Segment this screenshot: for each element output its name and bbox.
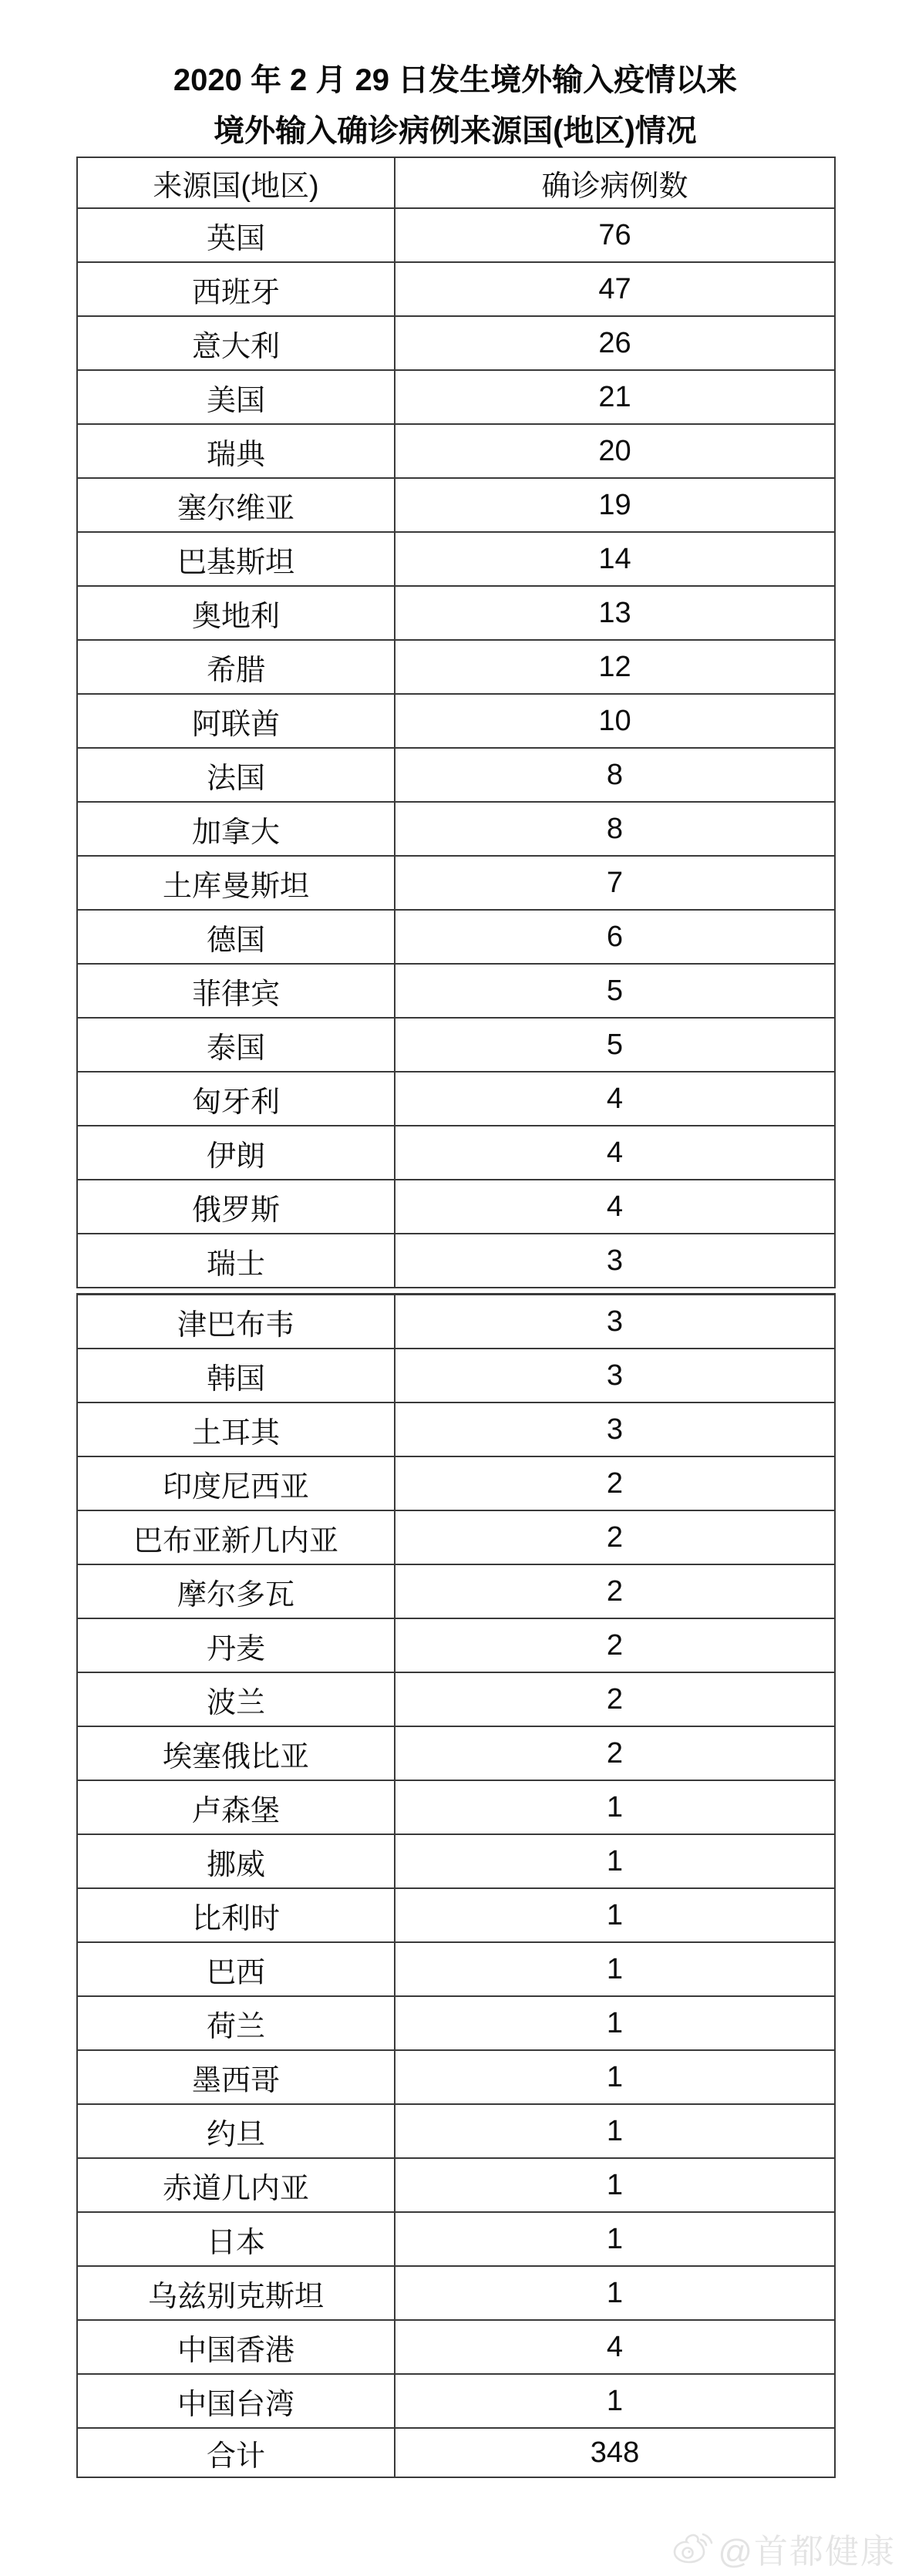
cases-cell: 2 — [395, 1456, 835, 1510]
table-row — [77, 1996, 835, 2050]
source-country-header: 来源国(地区) — [77, 157, 395, 208]
page-title-line-2: 境外输入确诊病例来源国(地区)情况 — [214, 114, 697, 148]
watermark-text: @首都健康 — [718, 2533, 896, 2571]
cases-cell: 2 — [395, 1672, 835, 1726]
country-cell: 墨西哥 — [77, 2050, 395, 2104]
cases-cell: 3 — [395, 1349, 835, 1402]
cases-cell: 8 — [395, 748, 835, 802]
cases-cell: 76 — [395, 208, 835, 262]
country-cell: 德国 — [77, 910, 395, 964]
cases-table — [76, 157, 834, 2478]
cases-cell: 10 — [395, 694, 835, 748]
country-cell: 希腊 — [77, 640, 395, 694]
table-row — [77, 964, 835, 1018]
cases-cell: 7 — [395, 856, 835, 910]
table-row — [77, 1780, 835, 1834]
country-cell: 加拿大 — [77, 802, 395, 856]
table-row — [77, 1349, 835, 1402]
country-cell: 塞尔维亚 — [77, 478, 395, 532]
table-row — [77, 1456, 835, 1510]
cases-cell: 1 — [395, 2212, 835, 2266]
cases-cell: 3 — [395, 1234, 835, 1288]
table-row — [77, 1564, 835, 1618]
confirmed-cases-header: 确诊病例数 — [395, 157, 835, 208]
country-cell: 中国香港 — [77, 2320, 395, 2374]
cases-cell: 2 — [395, 1726, 835, 1780]
country-cell: 阿联酋 — [77, 694, 395, 748]
table-row — [77, 208, 835, 262]
cases-cell: 14 — [395, 532, 835, 586]
country-cell: 埃塞俄比亚 — [77, 1726, 395, 1780]
cases-cell: 1 — [395, 1834, 835, 1888]
country-cell: 中国台湾 — [77, 2374, 395, 2428]
table-row — [77, 370, 835, 424]
cases-cell: 21 — [395, 370, 835, 424]
table-row — [77, 532, 835, 586]
cases-cell: 13 — [395, 586, 835, 640]
country-cell: 赤道几内亚 — [77, 2158, 395, 2212]
table-row — [77, 586, 835, 640]
cases-cell: 4 — [395, 1180, 835, 1234]
page-title-line-1: 2020 年 2 月 29 日发生境外输入疫情以来 — [173, 63, 738, 97]
table-row — [77, 856, 835, 910]
table-row — [77, 316, 835, 370]
table-row — [77, 2158, 835, 2212]
table-header-row — [77, 157, 835, 208]
table-row — [77, 1726, 835, 1780]
table-row — [77, 1126, 835, 1180]
country-cell: 西班牙 — [77, 262, 395, 316]
country-cell: 美国 — [77, 370, 395, 424]
table-row — [77, 1672, 835, 1726]
table-row — [77, 1834, 835, 1888]
table-row — [77, 478, 835, 532]
table-row — [77, 1942, 835, 1996]
cases-cell: 8 — [395, 802, 835, 856]
table-row — [77, 2266, 835, 2320]
cases-cell: 12 — [395, 640, 835, 694]
country-cell: 巴西 — [77, 1942, 395, 1996]
table-row — [77, 694, 835, 748]
total-label-cell: 合计 — [77, 2428, 395, 2477]
country-cell: 英国 — [77, 208, 395, 262]
cases-cell: 20 — [395, 424, 835, 478]
cases-cell: 1 — [395, 2266, 835, 2320]
cases-cell: 1 — [395, 2050, 835, 2104]
cases-cell: 19 — [395, 478, 835, 532]
cases-cell: 4 — [395, 1126, 835, 1180]
table-row — [77, 262, 835, 316]
total-row — [77, 2428, 835, 2477]
cases-cell: 4 — [395, 1072, 835, 1126]
country-cell: 乌兹别克斯坦 — [77, 2266, 395, 2320]
cases-cell: 5 — [395, 964, 835, 1018]
country-cell: 土耳其 — [77, 1402, 395, 1456]
country-cell: 法国 — [77, 748, 395, 802]
table-row — [77, 1618, 835, 1672]
watermark — [671, 2524, 896, 2573]
country-cell: 约旦 — [77, 2104, 395, 2158]
cases-table-lower — [76, 1293, 836, 2478]
country-cell: 巴布亚新几内亚 — [77, 1510, 395, 1564]
country-cell: 俄罗斯 — [77, 1180, 395, 1234]
cases-cell: 47 — [395, 262, 835, 316]
country-cell: 瑞典 — [77, 424, 395, 478]
country-cell: 荷兰 — [77, 1996, 395, 2050]
table-row — [77, 2104, 835, 2158]
country-cell: 波兰 — [77, 1672, 395, 1726]
country-cell: 伊朗 — [77, 1126, 395, 1180]
table-row — [77, 1888, 835, 1942]
cases-cell: 1 — [395, 1996, 835, 2050]
table-row — [77, 2320, 835, 2374]
cases-cell: 2 — [395, 1564, 835, 1618]
country-cell: 瑞士 — [77, 1234, 395, 1288]
country-cell: 津巴布韦 — [77, 1295, 395, 1349]
country-cell: 比利时 — [77, 1888, 395, 1942]
cases-cell: 3 — [395, 1402, 835, 1456]
table-row — [77, 1234, 835, 1288]
cases-cell: 3 — [395, 1295, 835, 1349]
cases-cell: 26 — [395, 316, 835, 370]
table-row — [77, 748, 835, 802]
cases-cell: 4 — [395, 2320, 835, 2374]
total-value-cell: 348 — [395, 2428, 835, 2477]
table-row — [77, 2050, 835, 2104]
country-cell: 巴基斯坦 — [77, 532, 395, 586]
cases-cell: 5 — [395, 1018, 835, 1072]
country-cell: 奥地利 — [77, 586, 395, 640]
country-cell: 日本 — [77, 2212, 395, 2266]
weibo-logo-icon — [671, 2531, 713, 2566]
cases-cell: 1 — [395, 2158, 835, 2212]
country-cell: 意大利 — [77, 316, 395, 370]
country-cell: 摩尔多瓦 — [77, 1564, 395, 1618]
cases-cell: 1 — [395, 2104, 835, 2158]
country-cell: 菲律宾 — [77, 964, 395, 1018]
table-row — [77, 910, 835, 964]
cases-cell: 1 — [395, 1780, 835, 1834]
cases-cell: 2 — [395, 1618, 835, 1672]
table-row — [77, 640, 835, 694]
table-row — [77, 1018, 835, 1072]
country-cell: 印度尼西亚 — [77, 1456, 395, 1510]
country-cell: 丹麦 — [77, 1618, 395, 1672]
cases-cell: 2 — [395, 1510, 835, 1564]
country-cell: 土库曼斯坦 — [77, 856, 395, 910]
cases-cell: 6 — [395, 910, 835, 964]
country-cell: 匈牙利 — [77, 1072, 395, 1126]
table-row — [77, 1072, 835, 1126]
cases-cell: 1 — [395, 1888, 835, 1942]
cases-table-upper — [76, 157, 836, 1288]
table-row — [77, 1180, 835, 1234]
country-cell: 挪威 — [77, 1834, 395, 1888]
country-cell: 卢森堡 — [77, 1780, 395, 1834]
table-row — [77, 2212, 835, 2266]
country-cell: 泰国 — [77, 1018, 395, 1072]
table-row — [77, 424, 835, 478]
cases-cell: 1 — [395, 1942, 835, 1996]
table-row — [77, 1295, 835, 1349]
table-row — [77, 2374, 835, 2428]
table-row — [77, 1510, 835, 1564]
cases-cell: 1 — [395, 2374, 835, 2428]
table-row — [77, 802, 835, 856]
table-row — [77, 1402, 835, 1456]
country-cell: 韩国 — [77, 1349, 395, 1402]
